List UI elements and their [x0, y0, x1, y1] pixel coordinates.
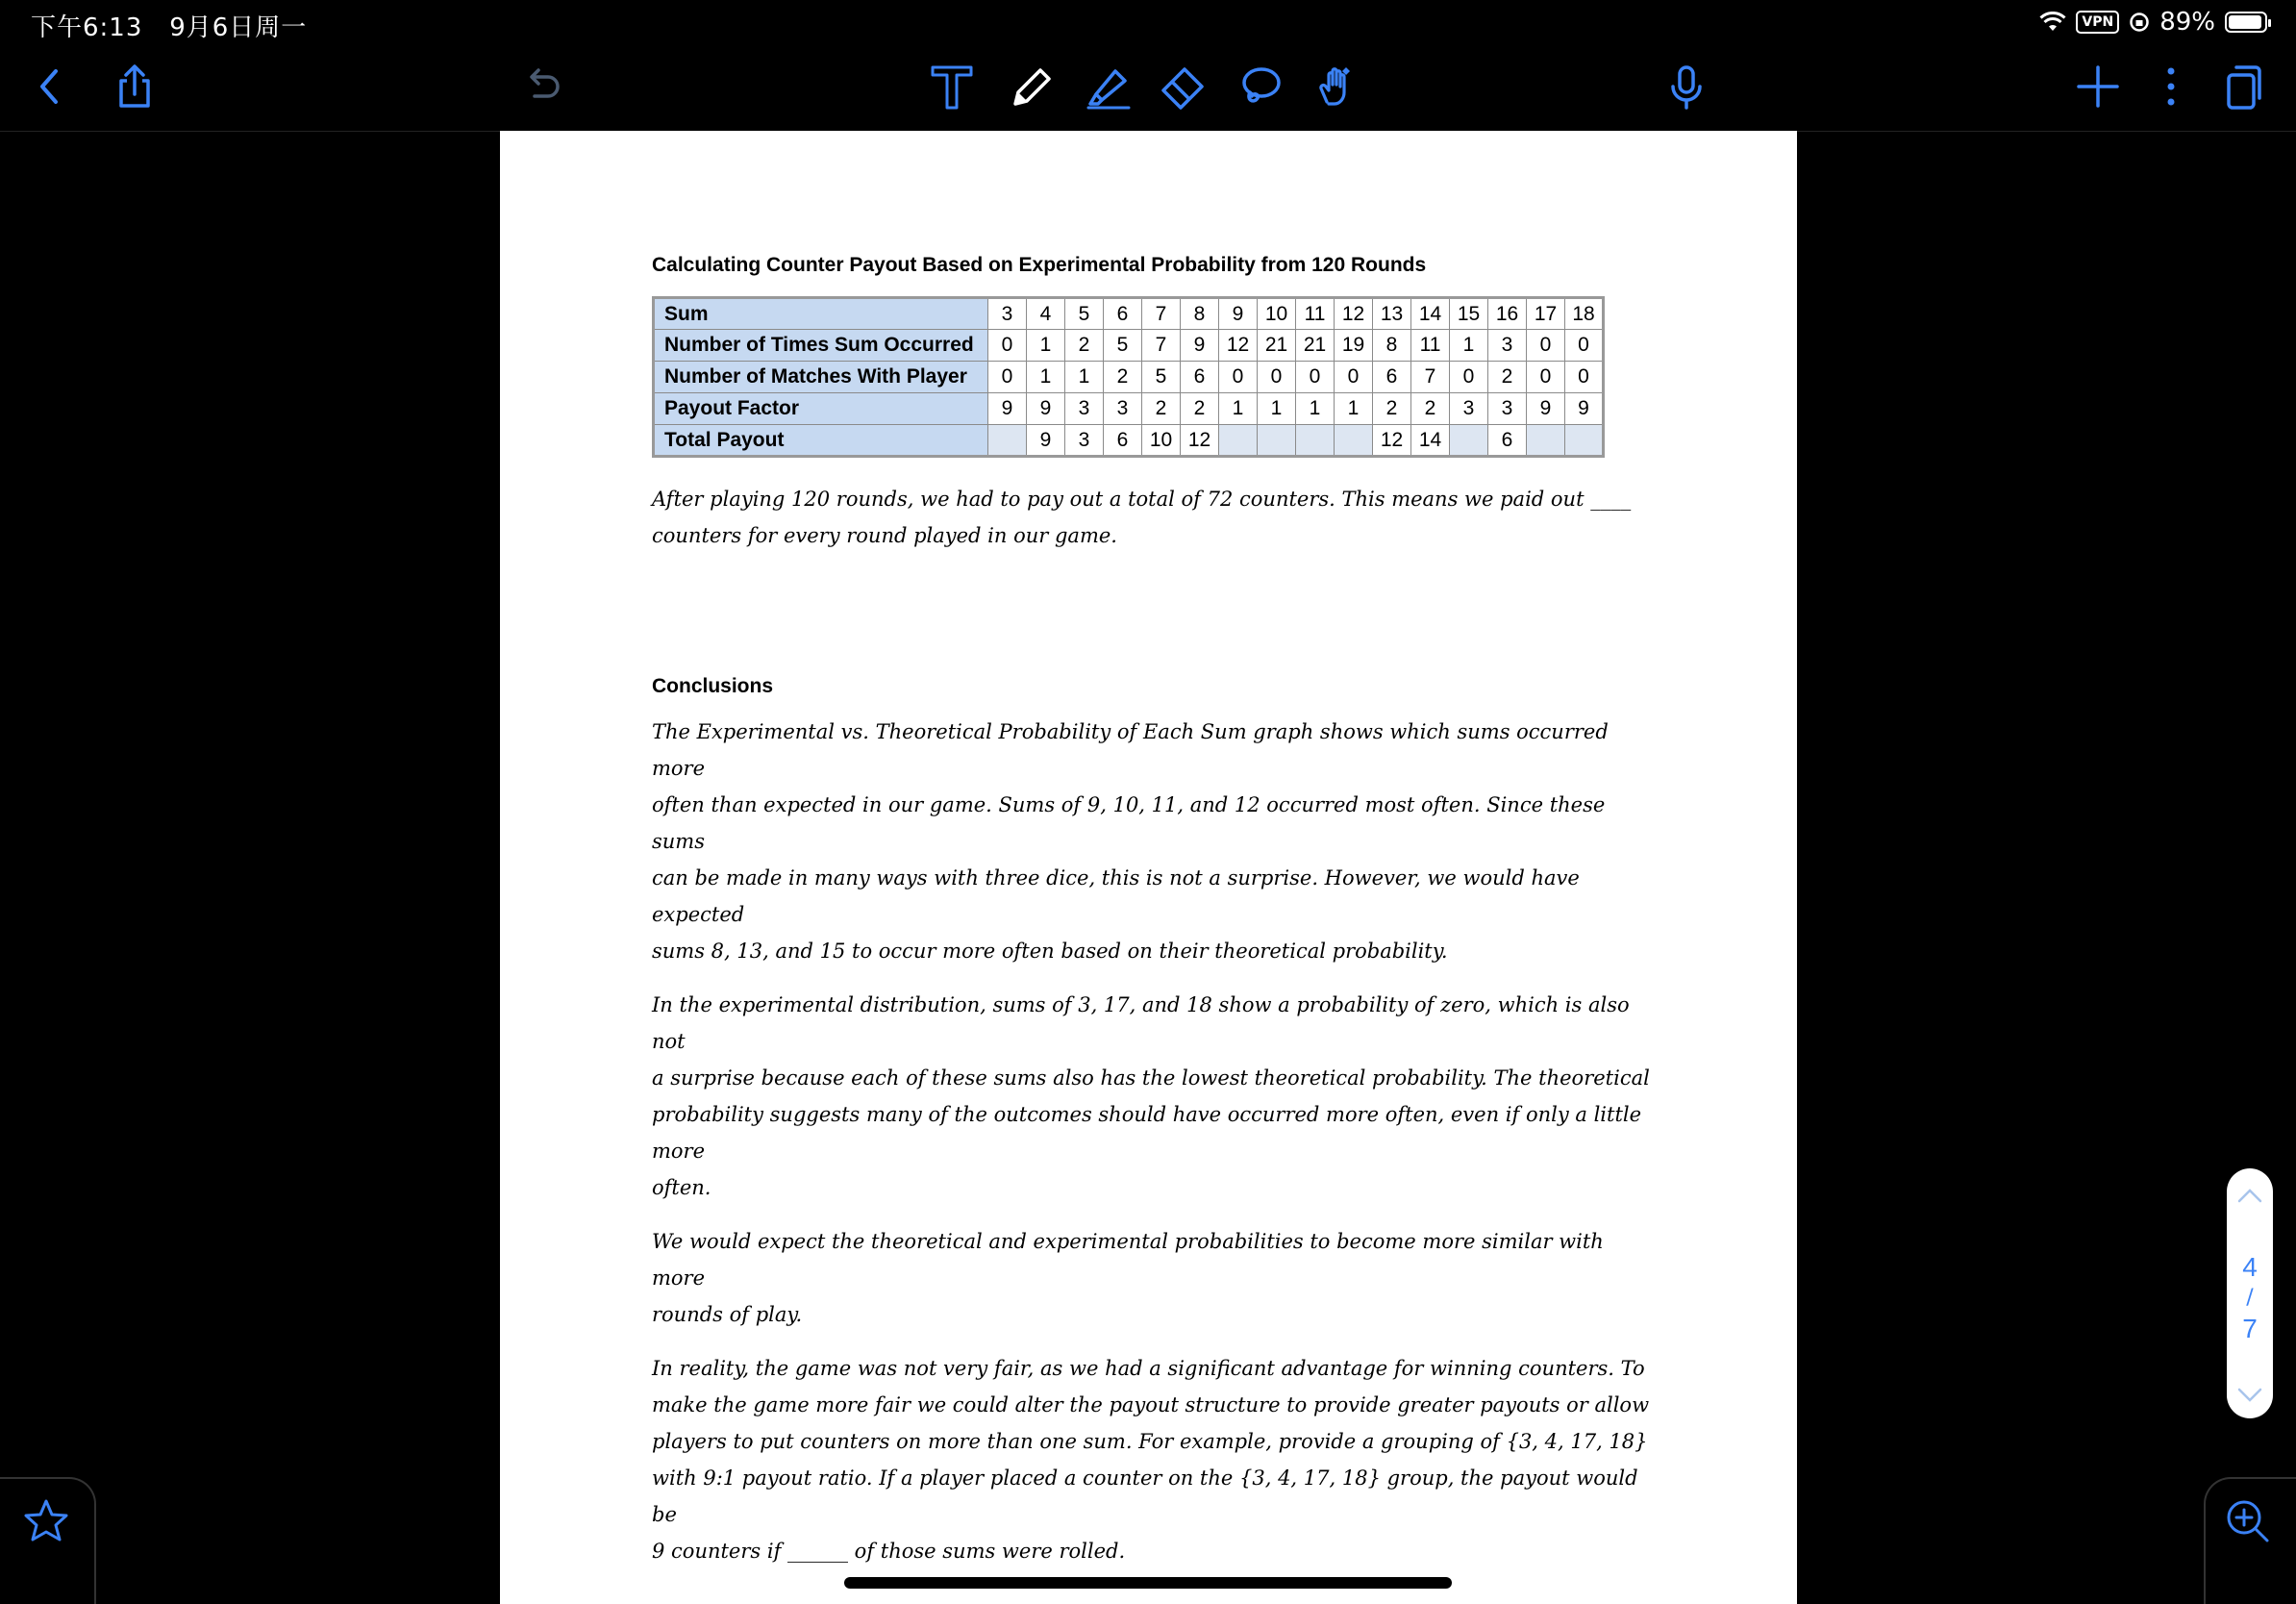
table-cell: 9 [1565, 393, 1604, 425]
table-cell: 2 [1411, 393, 1450, 425]
highlighter-icon [1081, 60, 1135, 113]
status-bar [0, 0, 2296, 44]
table-cell: 6 [1373, 362, 1411, 393]
favorite-button[interactable] [21, 1496, 75, 1550]
conclusion-paragraph [652, 714, 1652, 969]
table-cell: 7 [1142, 298, 1181, 330]
table-row [654, 425, 1604, 457]
clock: 下午6:13 [31, 13, 143, 42]
table-cell: 3 [1488, 330, 1527, 362]
chevron-up-icon [2235, 1186, 2264, 1205]
next-page-button[interactable] [2231, 1376, 2269, 1415]
more-button[interactable] [2140, 56, 2202, 117]
pen-tool-button[interactable] [1000, 56, 1061, 117]
table-cell: 2 [1104, 362, 1142, 393]
text-line: In the experimental distribution, sums of 3, 17, and 18 show a probability of zero, which is also not [652, 993, 1630, 1053]
eraser-icon [1156, 60, 1210, 113]
text-line: The Experimental vs. Theoretical Probability of Each Sum graph shows which sums occurred more [652, 720, 1609, 780]
current-page: 4 [2242, 1252, 2258, 1282]
row-header: Payout Factor [654, 393, 988, 425]
table-cell: 1 [1027, 362, 1065, 393]
page-indicator [2242, 1253, 2258, 1343]
table-cell: 7 [1411, 362, 1450, 393]
share-button[interactable] [104, 56, 165, 117]
table-cell [1258, 425, 1296, 457]
favorites-panel [0, 1477, 96, 1604]
summary-line-1: After playing 120 rounds, we had to pay out a total of 72 counters. This means we paid out ____ [652, 488, 1632, 511]
conclusions-body [652, 714, 1652, 1569]
page-separator: / [2246, 1286, 2254, 1310]
wifi-icon [2039, 12, 2066, 33]
table-cell: 2 [1142, 393, 1181, 425]
table-cell: 21 [1296, 330, 1335, 362]
highlighter-tool-button[interactable] [1077, 56, 1138, 117]
table-cell: 1 [1258, 393, 1296, 425]
total-pages: 7 [2242, 1314, 2258, 1343]
table-cell: 9 [1027, 393, 1065, 425]
status-time [31, 8, 307, 43]
add-page-button[interactable] [2067, 56, 2129, 117]
table-cell: 2 [1488, 362, 1527, 393]
vpn-badge: VPN [2076, 11, 2119, 34]
table-cell: 5 [1142, 362, 1181, 393]
text-line: We would expect the theoretical and experimental probabilities to become more similar with more [652, 1230, 1604, 1290]
table-cell: 2 [1181, 393, 1219, 425]
text-line: 9 counters if ______ of those sums were rolled. [652, 1540, 1126, 1563]
undo-button[interactable] [512, 56, 573, 117]
text-line: with 9:1 payout ratio. If a player placed a counter on the {3, 4, 17, 18} group, the payout would be [652, 1466, 1638, 1526]
table-cell [1335, 425, 1373, 457]
table-cell: 0 [1527, 330, 1565, 362]
undo-icon [515, 60, 569, 113]
home-indicator[interactable] [844, 1577, 1452, 1589]
table-cell: 0 [1450, 362, 1488, 393]
row-header: Sum [654, 298, 988, 330]
table-cell: 0 [1219, 362, 1258, 393]
text-line: make the game more fair we could alter the payout structure to provide greater payouts or allow [652, 1393, 1650, 1416]
text-line: rounds of play. [652, 1303, 803, 1326]
conclusion-paragraph [652, 1350, 1652, 1569]
conclusions-heading: Conclusions [652, 675, 774, 697]
table-cell: 11 [1296, 298, 1335, 330]
microphone-button[interactable] [1656, 56, 1717, 117]
conclusion-paragraph [652, 987, 1652, 1206]
row-header: Total Payout [654, 425, 988, 457]
table-cell: 1 [1450, 330, 1488, 362]
microphone-icon [1660, 60, 1713, 113]
table-cell: 18 [1565, 298, 1604, 330]
table-cell: 8 [1181, 298, 1219, 330]
text-line: a surprise because each of these sums also has the lowest theoretical probability. The theoretical [652, 1066, 1650, 1090]
status-indicators [2039, 8, 2267, 37]
table-cell: 0 [1565, 362, 1604, 393]
table-cell: 9 [988, 393, 1027, 425]
table-cell: 10 [1142, 425, 1181, 457]
table-cell: 9 [1181, 330, 1219, 362]
text-line: can be made in many ways with three dice, this is not a surprise. However, we would have expected [652, 866, 1580, 926]
table-cell: 0 [1335, 362, 1373, 393]
table-cell: 3 [1104, 393, 1142, 425]
table-cell: 21 [1258, 330, 1296, 362]
summary-paragraph [652, 481, 1652, 554]
table-row [654, 362, 1604, 393]
table-title: Calculating Counter Payout Based on Experimental Probability from 120 Rounds [652, 254, 1427, 276]
document-content [652, 254, 1652, 1587]
star-icon [21, 1496, 71, 1546]
eraser-tool-button[interactable] [1152, 56, 1213, 117]
battery-percent: 89% [2159, 8, 2215, 37]
orientation-lock-icon [2129, 12, 2150, 33]
date: 9月6日周一 [169, 13, 308, 42]
text-line: sums 8, 13, and 15 to occur more often based on their theoretical probability. [652, 940, 1448, 963]
table-cell: 1 [1219, 393, 1258, 425]
table-cell: 1 [1335, 393, 1373, 425]
table-cell: 0 [1296, 362, 1335, 393]
table-cell: 3 [1065, 425, 1104, 457]
table-cell [1296, 425, 1335, 457]
share-icon [108, 60, 162, 113]
table-cell: 0 [1527, 362, 1565, 393]
table-cell: 6 [1104, 298, 1142, 330]
text-line: often. [652, 1176, 711, 1199]
row-header: Number of Times Sum Occurred [654, 330, 988, 362]
table-cell: 3 [1488, 393, 1527, 425]
table-cell: 1 [1296, 393, 1335, 425]
text-line: probability suggests many of the outcomes should have occurred more often, even if only a little more [652, 1103, 1642, 1163]
document-page[interactable] [500, 131, 1797, 1604]
table-cell: 16 [1488, 298, 1527, 330]
text-tool-button[interactable] [921, 56, 983, 117]
table-row [654, 393, 1604, 425]
summary-line-2: counters for every round played in our game. [652, 524, 1117, 547]
pen-icon [1004, 60, 1058, 113]
pages-button[interactable] [2213, 56, 2275, 117]
more-icon [2144, 60, 2198, 113]
table-cell [1450, 425, 1488, 457]
table-cell: 14 [1411, 425, 1450, 457]
table-cell: 12 [1219, 330, 1258, 362]
table-cell: 3 [1065, 393, 1104, 425]
table-cell: 10 [1258, 298, 1296, 330]
previous-page-button[interactable] [2231, 1176, 2269, 1215]
table-cell: 2 [1065, 330, 1104, 362]
pointer-tool-button[interactable] [1304, 56, 1365, 117]
table-cell: 12 [1181, 425, 1219, 457]
table-row [654, 298, 1604, 330]
table-cell: 3 [988, 298, 1027, 330]
table-cell [1565, 425, 1604, 457]
table-cell: 9 [1027, 425, 1065, 457]
table-cell: 0 [1565, 330, 1604, 362]
row-header: Number of Matches With Player [654, 362, 988, 393]
table-cell: 1 [1065, 362, 1104, 393]
zoom-in-icon [2223, 1496, 2273, 1546]
text-line: In reality, the game was not very fair, as we had a significant advantage for winning counters. To [652, 1357, 1645, 1380]
payout-table [652, 296, 1605, 458]
table-cell: 12 [1373, 425, 1411, 457]
table-cell: 0 [988, 330, 1027, 362]
table-cell: 14 [1411, 298, 1450, 330]
text-line: players to put counters on more than one sum. For example, provide a grouping of {3, 4, 17, 18} [652, 1430, 1648, 1453]
table-cell: 6 [1104, 425, 1142, 457]
table-cell: 9 [1527, 393, 1565, 425]
table-cell: 19 [1335, 330, 1373, 362]
table-cell: 5 [1104, 330, 1142, 362]
zoom-button[interactable] [2223, 1496, 2277, 1550]
table-cell: 5 [1065, 298, 1104, 330]
add-icon [2071, 60, 2125, 113]
table-row [654, 330, 1604, 362]
back-icon [23, 60, 77, 113]
conclusion-paragraph [652, 1223, 1652, 1333]
table-cell: 0 [1258, 362, 1296, 393]
lasso-icon [1233, 60, 1286, 113]
table-cell: 2 [1373, 393, 1411, 425]
back-button[interactable] [19, 56, 81, 117]
table-cell: 11 [1411, 330, 1450, 362]
table-cell: 17 [1527, 298, 1565, 330]
table-cell: 4 [1027, 298, 1065, 330]
page-navigator [2227, 1168, 2273, 1418]
table-cell [988, 425, 1027, 457]
lasso-tool-button[interactable] [1229, 56, 1290, 117]
table-cell: 3 [1450, 393, 1488, 425]
pages-icon [2217, 60, 2271, 113]
table-cell: 6 [1181, 362, 1219, 393]
toolbar [0, 44, 2296, 131]
table-cell: 0 [988, 362, 1027, 393]
table-cell: 8 [1373, 330, 1411, 362]
hand-pointer-icon [1308, 60, 1361, 113]
table-cell: 6 [1488, 425, 1527, 457]
text-tool-icon [925, 60, 979, 113]
text-line: often than expected in our game. Sums of 9, 10, 11, and 12 occurred most often. Since these sums [652, 793, 1606, 853]
table-cell [1219, 425, 1258, 457]
battery-icon [2225, 12, 2267, 33]
table-cell: 1 [1027, 330, 1065, 362]
table-cell: 13 [1373, 298, 1411, 330]
table-cell: 9 [1219, 298, 1258, 330]
chevron-down-icon [2235, 1386, 2264, 1405]
table-cell: 15 [1450, 298, 1488, 330]
table-cell: 12 [1335, 298, 1373, 330]
zoom-panel [2204, 1477, 2296, 1604]
table-cell [1527, 425, 1565, 457]
table-cell: 7 [1142, 330, 1181, 362]
